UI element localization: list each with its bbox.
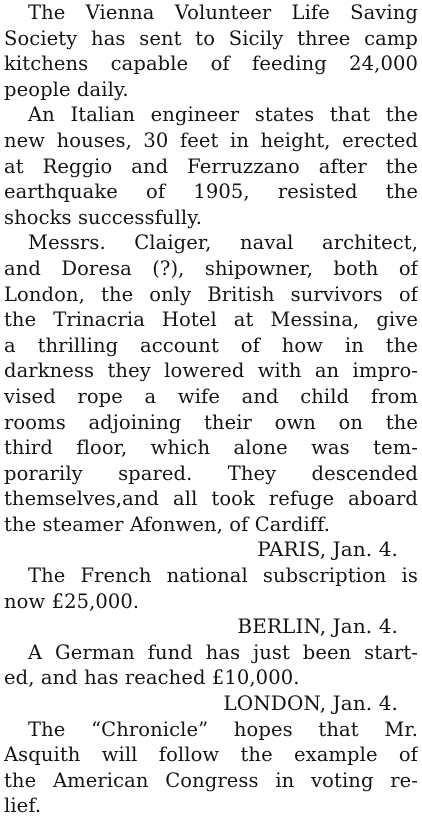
text-line: Society has sent to Sicily three camp — [4, 26, 418, 50]
dispatch-paris — [4, 537, 418, 614]
text-line: The French national subscription is — [28, 564, 418, 588]
text-line: Messrs. Claiger, naval architect, — [28, 231, 418, 255]
text-line: A German fund has just been start- — [28, 640, 418, 664]
text-line: people daily. — [4, 77, 129, 101]
text-line: at Reggio and Ferruzzano after the — [4, 154, 418, 178]
text-line: the Trinacria Hotel at Messina, give — [4, 308, 418, 332]
text-line: London, the only British survivors of — [4, 282, 418, 306]
text-line: themselves,and all took refuge aboard — [4, 487, 418, 511]
text-line: rooms adjoining their own on the — [4, 410, 418, 434]
text-line: the steamer Afonwen, of Cardiff. — [4, 512, 331, 536]
dateline: LONDON, Jan. 4. — [223, 691, 398, 716]
text-line: vised rope a wife and child from — [4, 384, 418, 408]
text-line: a thrilling account of how in the — [4, 333, 418, 357]
paragraph-camp-kitchens — [4, 0, 418, 102]
dispatch-berlin — [4, 614, 418, 691]
text-line: kitchens capable of feeding 24,000 — [4, 52, 418, 76]
text-line: earthquake of 1905, resisted the — [4, 180, 418, 204]
text-line: porarily spared. They descended — [4, 461, 418, 485]
newspaper-column — [4, 0, 418, 819]
text-line: The Vienna Volunteer Life Saving — [28, 1, 418, 24]
text-line: new houses, 30 feet in height, erected — [4, 128, 418, 152]
text-line: darkness they lowered with an impro- — [4, 359, 418, 383]
text-line: ed, and has reached £10,000. — [4, 666, 300, 690]
text-line: Asquith will follow the example of — [4, 743, 418, 767]
text-line: shocks successfully. — [4, 205, 203, 229]
text-line: lief. — [4, 794, 42, 818]
text-line: third floor, which alone was tem- — [4, 436, 418, 460]
dateline: PARIS, Jan. 4. — [257, 537, 398, 562]
text-line: The “Chronicle” hopes that Mr. — [28, 717, 418, 741]
text-line: now £25,000. — [4, 589, 140, 613]
text-line: and Doresa (?), shipowner, both of — [4, 256, 418, 280]
dateline: BERLIN, Jan. 4. — [237, 614, 398, 639]
text-line: An Italian engineer states that the — [28, 103, 418, 127]
paragraph-survivors-account — [4, 230, 418, 537]
text-line: the American Congress in voting re- — [4, 768, 418, 792]
paragraph-italian-engineer — [4, 102, 418, 230]
